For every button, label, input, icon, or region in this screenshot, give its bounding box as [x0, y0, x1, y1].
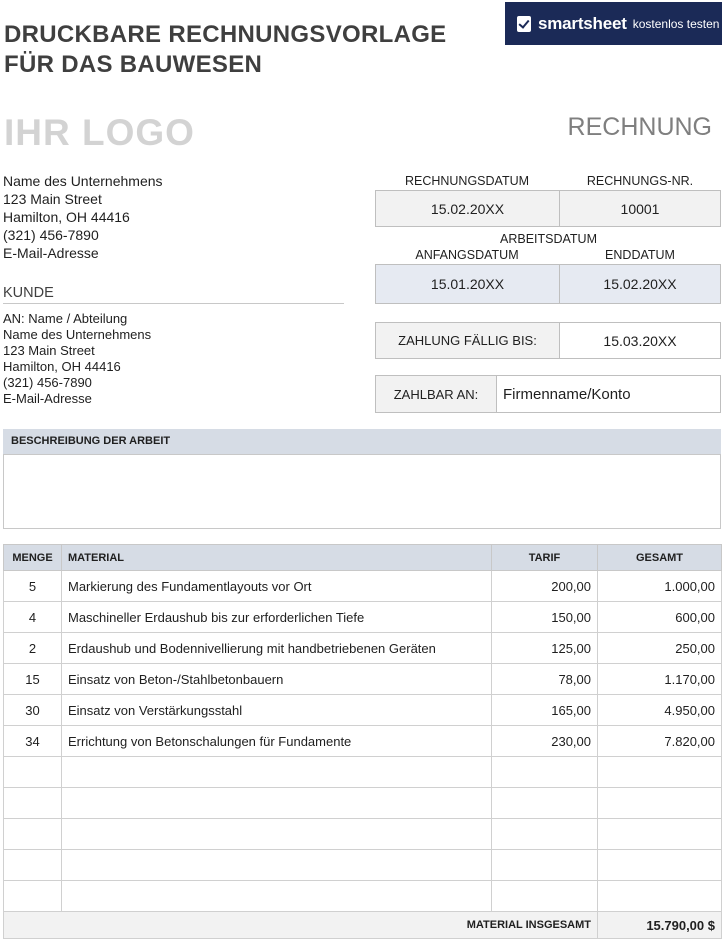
- rate-cell[interactable]: 78,00: [492, 664, 598, 695]
- due-date-box: [375, 322, 721, 359]
- table-row: [4, 819, 722, 850]
- company-street: 123 Main Street: [3, 191, 102, 207]
- materials-total-row: [4, 912, 722, 939]
- material-cell[interactable]: Einsatz von Verstärkungsstahl: [62, 695, 492, 726]
- rate-cell[interactable]: [492, 881, 598, 912]
- total-cell[interactable]: [598, 881, 722, 912]
- rate-cell[interactable]: 150,00: [492, 602, 598, 633]
- table-row: [4, 633, 722, 664]
- total-cell[interactable]: 4.950,00: [598, 695, 722, 726]
- total-cell[interactable]: [598, 788, 722, 819]
- rate-cell[interactable]: [492, 788, 598, 819]
- company-city: Hamilton, OH 44416: [3, 209, 130, 225]
- company-email: E-Mail-Adresse: [3, 245, 99, 261]
- qty-cell[interactable]: 34: [4, 726, 62, 757]
- end-date-value[interactable]: 15.02.20XX: [559, 265, 720, 303]
- materials-total-value: 15.790,00 $: [598, 912, 722, 939]
- materials-header-row: [4, 545, 722, 571]
- start-date-value[interactable]: 15.01.20XX: [430, 276, 505, 292]
- rate-cell[interactable]: [492, 850, 598, 881]
- client-name: Name des Unternehmens: [3, 327, 152, 342]
- description-heading: BESCHREIBUNG DER ARBEIT: [3, 429, 721, 454]
- table-row: [4, 664, 722, 695]
- material-cell[interactable]: [62, 788, 492, 819]
- client-phone: (321) 456-7890: [3, 375, 92, 390]
- work-dates-box: [375, 264, 721, 304]
- table-row: [4, 571, 722, 602]
- qty-cell[interactable]: 4: [4, 602, 62, 633]
- table-row: [4, 757, 722, 788]
- qty-cell[interactable]: 15: [4, 664, 62, 695]
- table-row: [4, 881, 722, 912]
- due-date-value[interactable]: 15.03.20XX: [559, 323, 720, 358]
- header-material: MATERIAL: [62, 545, 492, 571]
- rate-cell[interactable]: 125,00: [492, 633, 598, 664]
- banner-brand: smartsheet: [538, 13, 627, 33]
- invoice-date-number-box: [375, 190, 721, 227]
- end-date-label: ENDDATUM: [605, 248, 675, 262]
- company-name: Name des Unternehmens: [3, 173, 163, 189]
- material-cell[interactable]: [62, 850, 492, 881]
- materials-total-label: MATERIAL INSGESAMT: [4, 912, 598, 939]
- qty-cell[interactable]: [4, 757, 62, 788]
- payable-to-label: ZAHLBAR AN:: [376, 376, 496, 412]
- total-cell[interactable]: [598, 757, 722, 788]
- banner-cta: kostenlos testen: [632, 16, 720, 31]
- rate-cell[interactable]: 165,00: [492, 695, 598, 726]
- qty-cell[interactable]: [4, 881, 62, 912]
- document-title: [4, 20, 484, 80]
- table-row: [4, 726, 722, 757]
- client-attn: AN: Name / Abteilung: [3, 311, 128, 326]
- title-line-2: FÜR DAS BAUWESEN: [4, 51, 263, 78]
- client-street: 123 Main Street: [3, 343, 95, 358]
- invoice-label: RECHNUNG: [567, 113, 712, 141]
- material-cell[interactable]: Maschineller Erdaushub bis zur erforderlichen Tiefe: [62, 602, 492, 633]
- material-cell[interactable]: Errichtung von Betonschalungen für Fundamente: [62, 726, 492, 757]
- start-date-label: ANFANGSDATUM: [415, 248, 519, 262]
- rate-cell[interactable]: [492, 819, 598, 850]
- smartsheet-logo-icon: [517, 16, 531, 32]
- invoice-date-value[interactable]: 15.02.20XX: [430, 200, 505, 217]
- qty-cell[interactable]: 30: [4, 695, 62, 726]
- invoice-date-label: RECHNUNGSDATUM: [404, 174, 530, 188]
- invoice-number-label: RECHNUNGS-NR.: [586, 174, 694, 188]
- total-cell[interactable]: [598, 850, 722, 881]
- header-rate: TARIF: [492, 545, 598, 571]
- material-cell[interactable]: Einsatz von Beton-/Stahlbetonbauern: [62, 664, 492, 695]
- material-cell[interactable]: Markierung des Fundamentlayouts vor Ort: [62, 571, 492, 602]
- title-line-1: DRUCKBARE RECHNUNGSVORLAGE: [4, 21, 447, 48]
- material-cell[interactable]: [62, 819, 492, 850]
- materials-table: [3, 544, 722, 939]
- rate-cell[interactable]: [492, 757, 598, 788]
- company-address: [3, 172, 163, 262]
- payable-to-value[interactable]: Firmenname/Konto: [496, 376, 720, 412]
- work-date-label: ARBEITSDATUM: [500, 232, 597, 246]
- material-cell[interactable]: [62, 757, 492, 788]
- qty-cell[interactable]: 2: [4, 633, 62, 664]
- table-row: [4, 695, 722, 726]
- qty-cell[interactable]: 5: [4, 571, 62, 602]
- material-cell[interactable]: [62, 881, 492, 912]
- header-total: GESAMT: [598, 545, 722, 571]
- table-row: [4, 850, 722, 881]
- qty-cell[interactable]: [4, 788, 62, 819]
- total-cell[interactable]: 7.820,00: [598, 726, 722, 757]
- client-address: [3, 311, 151, 407]
- table-row: [4, 788, 722, 819]
- total-cell[interactable]: 1.170,00: [598, 664, 722, 695]
- header-qty: MENGE: [4, 545, 62, 571]
- client-city: Hamilton, OH 44416: [3, 359, 121, 374]
- total-cell[interactable]: [598, 819, 722, 850]
- rate-cell[interactable]: 230,00: [492, 726, 598, 757]
- material-cell[interactable]: Erdaushub und Bodennivellierung mit handbetriebenen Geräten: [62, 633, 492, 664]
- total-cell[interactable]: 600,00: [598, 602, 722, 633]
- total-cell[interactable]: 1.000,00: [598, 571, 722, 602]
- smartsheet-trial-banner[interactable]: [505, 2, 722, 45]
- client-heading: KUNDE: [3, 285, 344, 304]
- total-cell[interactable]: 250,00: [598, 633, 722, 664]
- rate-cell[interactable]: 200,00: [492, 571, 598, 602]
- qty-cell[interactable]: [4, 850, 62, 881]
- due-date-label: ZAHLUNG FÄLLIG BIS:: [376, 323, 559, 358]
- table-row: [4, 602, 722, 633]
- qty-cell[interactable]: [4, 819, 62, 850]
- company-phone: (321) 456-7890: [3, 227, 99, 243]
- client-email: E-Mail-Adresse: [3, 391, 92, 406]
- logo-placeholder: IHR LOGO: [4, 112, 195, 153]
- invoice-number-value[interactable]: 10001: [559, 191, 720, 226]
- description-field[interactable]: [3, 454, 721, 529]
- payable-to-box: [375, 375, 721, 413]
